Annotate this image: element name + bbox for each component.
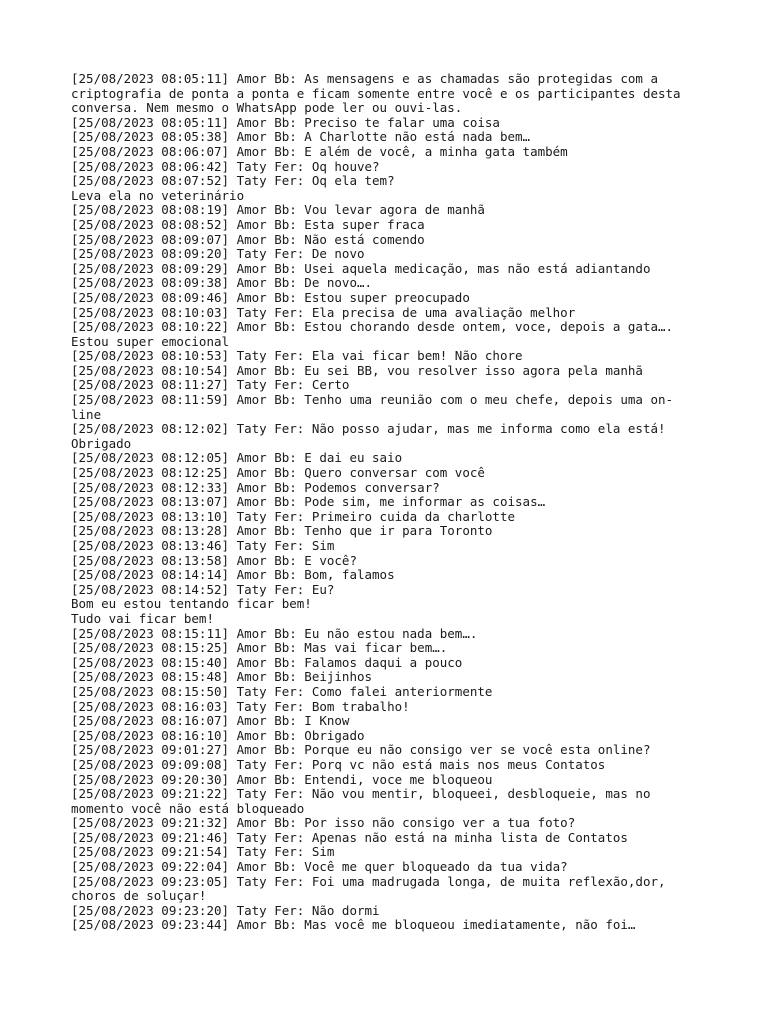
chat-line: [25/08/2023 08:10:54] Amor Bb: Eu sei BB, vou resolver isso agora pela manhã (71, 362, 643, 378)
chat-line: [25/08/2023 08:10:22] Amor Bb: Estou chorando desde ontem, voce, depois a gata…. (71, 319, 674, 335)
chat-line: [25/08/2023 08:07:52] Taty Fer: Oq ela tem? (71, 173, 395, 189)
chat-line: [25/08/2023 08:10:53] Taty Fer: Ela vai ficar bem! Não chore (71, 348, 523, 364)
chat-line: [25/08/2023 08:16:03] Taty Fer: Bom trabalho! (71, 698, 410, 714)
chat-line: criptografia de ponta a ponta e ficam somente entre você e os participantes desta (71, 85, 681, 101)
chat-line: Estou super emocional (71, 333, 230, 349)
chat-line: [25/08/2023 08:05:38] Amor Bb: A Charlotte não está nada bem… (71, 129, 531, 145)
chat-line: [25/08/2023 08:08:52] Amor Bb: Esta super fraca (71, 216, 425, 232)
chat-line: choros de soluçar! (71, 888, 207, 904)
chat-line: conversa. Nem mesmo o WhatsApp pode ler ou ouvi-las. (71, 100, 463, 116)
chat-line: [25/08/2023 08:15:11] Amor Bb: Eu não estou nada bem…. (71, 625, 478, 641)
chat-line: [25/08/2023 08:13:46] Taty Fer: Sim (71, 538, 335, 553)
chat-line: [25/08/2023 08:11:59] Amor Bb: Tenho uma reunião com o meu chefe, depois uma on- (71, 392, 674, 408)
chat-line: [25/08/2023 08:09:38] Amor Bb: De novo…. (71, 275, 373, 291)
chat-line: [25/08/2023 08:10:03] Taty Fer: Ela precisa de uma avaliação melhor (71, 304, 576, 320)
chat-line: [25/08/2023 08:13:28] Amor Bb: Tenho que ir para Toronto (71, 523, 493, 539)
chat-line: [25/08/2023 08:09:29] Amor Bb: Usei aquela medicação, mas não está adiantando (71, 260, 651, 276)
document-page (71, 72, 691, 933)
chat-line: [25/08/2023 08:15:25] Amor Bb: Mas vai ficar bem…. (71, 640, 448, 656)
chat-line: [25/08/2023 09:01:27] Amor Bb: Porque eu não consigo ver se você esta online? (71, 742, 651, 758)
chat-line: [25/08/2023 08:14:52] Taty Fer: Eu? (71, 581, 335, 597)
chat-line: [25/08/2023 08:12:33] Amor Bb: Podemos conversar? (71, 479, 440, 495)
chat-line: [25/08/2023 08:14:14] Amor Bb: Bom, falamos (71, 567, 395, 583)
chat-line: [25/08/2023 08:09:20] Taty Fer: De novo (71, 246, 365, 262)
chat-line: [25/08/2023 08:13:07] Amor Bb: Pode sim, me informar as coisas… (71, 494, 546, 510)
chat-line: momento você não está bloqueado (71, 800, 305, 816)
chat-line: [25/08/2023 08:12:02] Taty Fer: Não posso ajudar, mas me informa como ela está! (71, 421, 666, 437)
chat-line: [25/08/2023 08:08:19] Amor Bb: Vou levar agora de manhã (71, 202, 485, 218)
chat-line: [25/08/2023 08:15:48] Amor Bb: Beijinhos (71, 669, 373, 685)
chat-line: [25/08/2023 09:21:46] Taty Fer: Apenas não está na minha lista de Contatos (71, 829, 628, 845)
chat-line: [25/08/2023 08:05:11] Amor Bb: Preciso te falar uma coisa (71, 114, 500, 130)
chat-line: [25/08/2023 09:23:20] Taty Fer: Não dormi (71, 902, 380, 918)
chat-line: [25/08/2023 09:23:05] Taty Fer: Foi uma madrugada longa, de muita reflexão,dor, (71, 873, 666, 889)
chat-line: [25/08/2023 08:16:07] Amor Bb: I Know (71, 713, 350, 729)
chat-line: Obrigado (71, 435, 132, 451)
chat-line: line (71, 406, 102, 422)
chat-line: [25/08/2023 08:15:50] Taty Fer: Como falei anteriormente (71, 683, 493, 699)
chat-line: [25/08/2023 08:15:40] Amor Bb: Falamos daqui a pouco (71, 654, 463, 670)
chat-line: [25/08/2023 08:12:05] Amor Bb: E dai eu saio (71, 450, 403, 466)
chat-line: [25/08/2023 08:16:10] Amor Bb: Obrigado (71, 727, 365, 743)
chat-line: [25/08/2023 09:20:30] Amor Bb: Entendi, voce me bloqueou (71, 771, 493, 787)
chat-line: [25/08/2023 08:13:10] Taty Fer: Primeiro cuida da charlotte (71, 508, 516, 524)
chat-line: [25/08/2023 08:09:46] Amor Bb: Estou super preocupado (71, 289, 470, 305)
chat-line: Bom eu estou tentando ficar bem! (71, 596, 312, 612)
chat-line: [25/08/2023 08:11:27] Taty Fer: Certo (71, 377, 350, 393)
chat-line: Tudo vai ficar bem! (71, 610, 214, 626)
chat-line: Leva ela no veterinário (71, 187, 245, 203)
chat-line: [25/08/2023 08:13:58] Amor Bb: E você? (71, 552, 357, 568)
chat-line: [25/08/2023 08:06:07] Amor Bb: E além de você, a minha gata também (71, 143, 568, 159)
chat-line: [25/08/2023 09:09:08] Taty Fer: Porq vc não está mais nos meus Contatos (71, 756, 606, 772)
chat-line: [25/08/2023 08:09:07] Amor Bb: Não está comendo (71, 231, 425, 247)
chat-line: [25/08/2023 09:21:54] Taty Fer: Sim (71, 844, 335, 860)
chat-line: [25/08/2023 09:21:22] Taty Fer: Não vou mentir, bloqueei, desbloqueie, mas no (71, 786, 651, 802)
chat-line: [25/08/2023 09:22:04] Amor Bb: Você me quer bloqueado da tua vida? (71, 859, 568, 875)
chat-transcript (71, 72, 691, 933)
chat-line: [25/08/2023 09:23:44] Amor Bb: Mas você me bloqueou imediatamente, não foi… (71, 917, 636, 933)
chat-line: [25/08/2023 09:21:32] Amor Bb: Por isso não consigo ver a tua foto? (71, 815, 576, 831)
chat-line: [25/08/2023 08:06:42] Taty Fer: Oq houve? (71, 158, 380, 174)
chat-line: [25/08/2023 08:05:11] Amor Bb: As mensagens e as chamadas são protegidas com a (71, 71, 658, 86)
chat-line: [25/08/2023 08:12:25] Amor Bb: Quero conversar com você (71, 465, 485, 481)
